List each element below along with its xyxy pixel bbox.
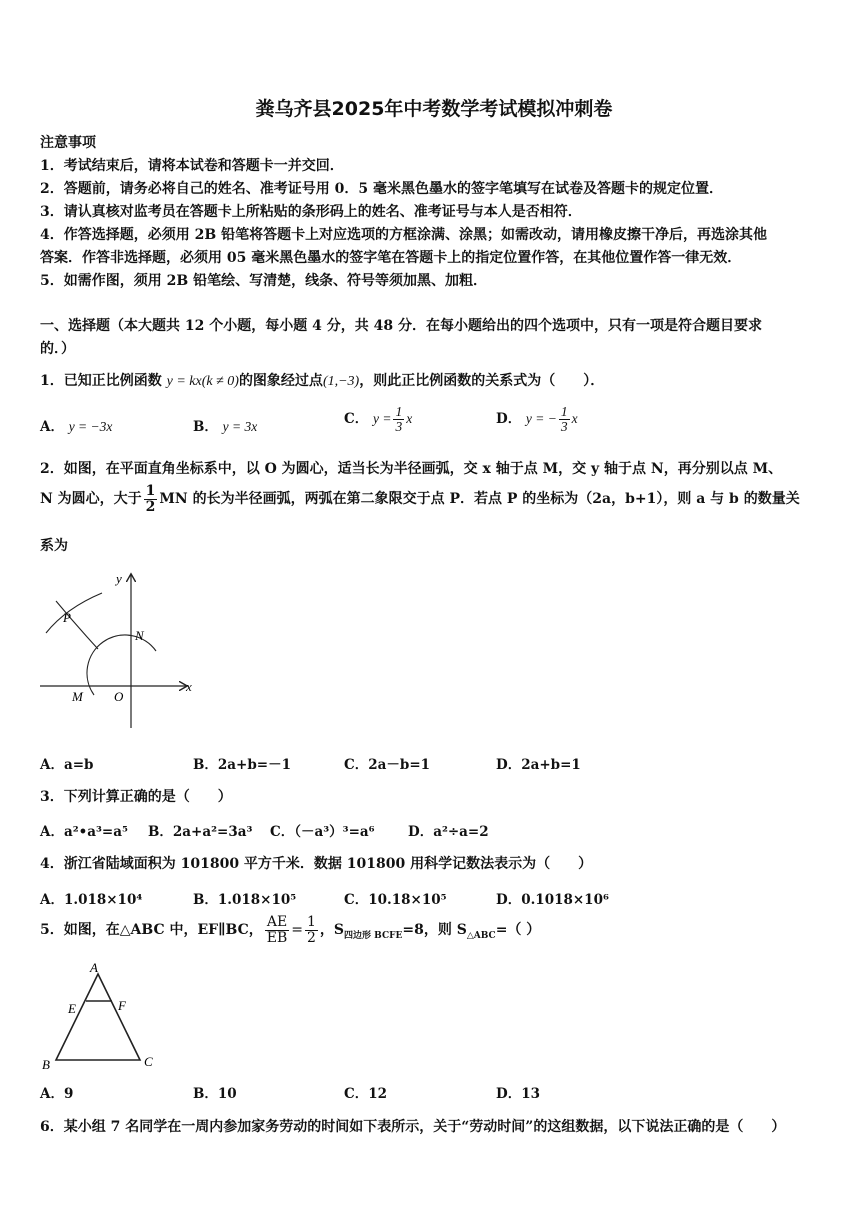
- q2-line2: N 为圆心，大于 $\frac{1}{2}$ MN 的长为半径画弧，两弧在第二象限交于点 P．若点 P 的坐标为（2a，b+1），则 a 与 b 的数量关: [40, 483, 800, 515]
- q2-line3: 系为: [40, 538, 68, 554]
- q1-option-c: C． y = $\frac{1}{3}$ x: [344, 404, 413, 435]
- q1-number: 1．: [40, 373, 64, 389]
- q1-option-b: B． y = 3x: [193, 419, 258, 435]
- q5-option-c: C．12: [344, 1086, 388, 1102]
- note-4-line2: 答案．作答非选择题，必须用 05 毫米黑色墨水的签字笔在答题卡上的指定位置作答，在其他位置作答一律无效．: [40, 250, 742, 266]
- q1-post: ，则此正比例函数的关系式为（ ）．: [359, 373, 605, 389]
- q3-option-c: C．（－a³）³=a⁶: [270, 824, 375, 840]
- triangle-abc: [56, 974, 140, 1060]
- q1-point: (1,−3): [322, 374, 360, 389]
- q4-option-a: A．1.018×10⁴: [40, 892, 143, 908]
- label-o: O: [114, 689, 124, 704]
- q3-stem: 3．下列计算正确的是（ ）: [40, 789, 232, 805]
- q2-option-b: B．2a+b=－1: [193, 757, 292, 773]
- label-a: A: [90, 960, 98, 975]
- label-m: M: [72, 689, 83, 704]
- page-title: 粪乌齐县2025年中考数学考试模拟冲刺卷: [255, 98, 613, 120]
- note-5: 5．如需作图，须用 2B 铅笔绘、写清楚，线条、符号等须加黑、加粗．: [40, 273, 488, 289]
- label-c: C: [144, 1054, 153, 1069]
- q3-option-d: D．a²÷a=2: [408, 824, 489, 840]
- q4-option-c: C．10.18×10⁵: [344, 892, 447, 908]
- label-n: N: [135, 628, 144, 643]
- label-b: B: [42, 1057, 50, 1072]
- q5-stem: 5．如图，在△ABC 中，EF∥BC， $\frac{AE}{EB}$ = $\frac{1}{2}$ ，$S_{四边形 BCFE}=8$，则 $S_{\triangle ABC}=$（ ）: [40, 914, 541, 946]
- q5-triangle-figure: [36, 958, 166, 1073]
- q1-mid: 的图象经过点: [238, 373, 323, 389]
- q2-option-a: A．a=b: [40, 757, 94, 773]
- q1-option-d: D． y = − $\frac{1}{3}$ x: [496, 404, 578, 435]
- q5-option-d: D．13: [496, 1086, 540, 1102]
- q1-stem: [40, 370, 604, 390]
- arc-m: [56, 601, 98, 649]
- q4-option-b: B．1.018×10⁵: [193, 892, 297, 908]
- note-4-line1: 4．作答选择题，必须用 2B 铅笔将答题卡上对应选项的方框涂满、涂黑；如需改动，请用橡皮擦干净后，再选涂其他: [40, 227, 768, 243]
- q2-coordinate-figure: [36, 563, 196, 733]
- note-1: 1．考试结束后，请将本试卷和答题卡一并交回．: [40, 158, 344, 174]
- q6-stem: 6．某小组 7 名同学在一周内参加家务劳动的时间如下表所示，关于“劳动时间”的这组数据，以下说法正确的是（ ）: [40, 1119, 786, 1135]
- q3-option-a: A．a²•a³=a⁵: [40, 824, 128, 840]
- q5-option-b: B．10: [193, 1086, 237, 1102]
- q2-option-c: C．2a－b=1: [344, 757, 431, 773]
- q1-pre: 已知正比例函数: [63, 373, 162, 389]
- q4-stem: 4．浙江省陆域面积为 101800 平方千米．数据 101800 用科学记数法表示为（ ）: [40, 856, 593, 872]
- note-3: 3．请认真核对监考员在答题卡上所粘贴的条形码上的姓名、准考证号与本人是否相符．: [40, 204, 582, 220]
- q2-option-d: D．2a+b=1: [496, 757, 581, 773]
- label-f: F: [118, 998, 126, 1013]
- q3-option-b: B．2a+a²=3a³: [148, 824, 253, 840]
- label-y: y: [116, 571, 122, 586]
- section1-line1: 一、选择题（本大题共 12 个小题，每小题 4 分，共 48 分．在每小题给出的四个选项中，只有一项是符合题目要求: [40, 318, 762, 334]
- q1-function: y = kx(k ≠ 0): [166, 374, 239, 389]
- label-e: E: [68, 1001, 76, 1016]
- q5-option-a: A．9: [40, 1086, 74, 1102]
- label-p: P: [63, 610, 71, 625]
- section1-line2: 的．）: [40, 341, 75, 357]
- q4-option-d: D．0.1018×10⁶: [496, 892, 609, 908]
- q2-line1: 2．如图，在平面直角坐标系中，以 O 为圆心，适当长为半径画弧，交 x 轴于点 M，交 y 轴于点 N，再分别以点 M、: [40, 461, 783, 477]
- q1-option-a: A． y = −3x: [40, 419, 113, 435]
- arc-n: [46, 593, 102, 633]
- notes-heading: 注意事项: [40, 135, 96, 151]
- note-2: 2．答题前，请务必将自己的姓名、准考证号用 0．5 毫米黑色墨水的签字笔填写在试卷及答题卡的规定位置．: [40, 181, 723, 197]
- label-x: x: [186, 679, 192, 694]
